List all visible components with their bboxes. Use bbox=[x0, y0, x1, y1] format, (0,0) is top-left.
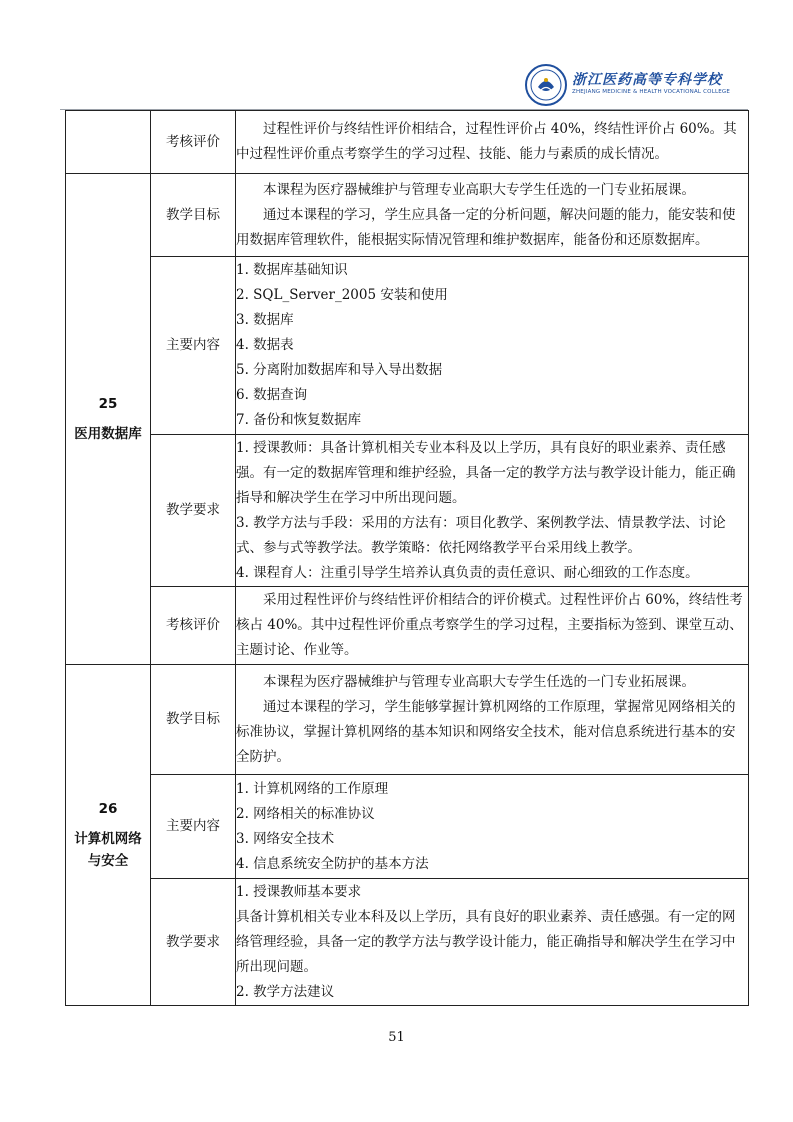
requirements-label: 教学要求 bbox=[151, 435, 236, 587]
objectives-content bbox=[236, 665, 749, 775]
content-item: 5. 分离附加数据库和导入导出数据 bbox=[236, 362, 443, 378]
requirements-label: 教学要求 bbox=[151, 879, 236, 1006]
content-list bbox=[236, 775, 749, 879]
content-label: 主要内容 bbox=[151, 775, 236, 879]
content-item: 7. 备份和恢复数据库 bbox=[236, 412, 362, 428]
table-row bbox=[66, 775, 749, 879]
content-label: 主要内容 bbox=[151, 257, 236, 435]
college-name: 浙江医药高等专科学校 bbox=[572, 72, 722, 88]
table-row bbox=[66, 111, 749, 174]
objectives-p2: 通过本课程的学习，学生应具备一定的分析问题，解决问题的能力，能安装和使用数据库管理软件，能根据实际情况管理和维护数据库，能备份和还原数据库。 bbox=[236, 206, 736, 248]
assessment-text: 过程性评价与终结性评价相结合，过程性评价占 40%，终结性评价占 60%。其中过程性评价重点考察学生的学习过程、技能、能力与素质的成长情况。 bbox=[236, 121, 737, 162]
content-item: 4. 数据表 bbox=[236, 337, 294, 353]
requirements-p1: 1. 授课教师：具备计算机相关专业本科及以上学历，具有良好的职业素养、责任感强。有一定的数据库管理和维护经验，具备一定的教学方法与教学设计能力，能正确指导和解决学生在学习中所出现问题。 bbox=[236, 439, 736, 506]
content-item: 6. 数据查询 bbox=[236, 387, 308, 403]
college-english-name: ZHEJIANG MEDICINE & HEALTH VOCATIONAL COLLEGE bbox=[572, 89, 731, 95]
objectives-p2: 通过本课程的学习，学生能够掌握计算机网络的工作原理，掌握常见网络相关的标准协议，掌握计算机网络的基本知识和网络安全技术，能对信息系统进行基本的安全防护。 bbox=[236, 698, 736, 765]
course-name-line1: 计算机网络 bbox=[74, 831, 142, 847]
content-item: 3. 网络安全技术 bbox=[236, 830, 335, 847]
objectives-content bbox=[236, 174, 749, 257]
page-number: 51 bbox=[388, 1030, 405, 1045]
table-row bbox=[66, 174, 749, 257]
objectives-p1: 本课程为医疗器械维护与管理专业高职大专学生任选的一门专业拓展课。 bbox=[263, 673, 695, 690]
college-logo bbox=[524, 63, 754, 107]
objectives-p1: 本课程为医疗器械维护与管理专业高职大专学生任选的一门专业拓展课。 bbox=[263, 181, 695, 198]
objectives-label: 教学目标 bbox=[151, 174, 236, 257]
requirements-p3: 4. 课程育人：注重引导学生培养认真负责的责任意识、耐心细致的工作态度。 bbox=[236, 564, 699, 581]
course-number: 26 bbox=[98, 801, 118, 817]
table-row bbox=[66, 435, 749, 587]
objectives-label: 教学目标 bbox=[151, 665, 236, 775]
assessment-label: 考核评价 bbox=[151, 587, 236, 665]
content-item: 3. 数据库 bbox=[236, 312, 294, 328]
requirements-content bbox=[236, 435, 749, 587]
assessment-content bbox=[236, 111, 749, 174]
content-item: 4. 信息系统安全防护的基本方法 bbox=[236, 855, 429, 872]
content-item: 2. SQL_Server_2005 安装和使用 bbox=[236, 287, 448, 303]
table-row bbox=[66, 665, 749, 775]
content-list bbox=[236, 257, 749, 435]
table-row bbox=[66, 879, 749, 1006]
requirements-p3: 2. 教学方法建议 bbox=[236, 983, 335, 1000]
requirements-p2: 具备计算机相关专业本科及以上学历，具有良好的职业素养、责任感强。有一定的网络管理经验，具备一定的教学方法与教学设计能力，能正确指导和解决学生在学习中所出现问题。 bbox=[236, 908, 736, 975]
requirements-content bbox=[236, 879, 749, 1006]
course-name: 医用数据库 bbox=[74, 426, 142, 442]
assessment-label: 考核评价 bbox=[151, 111, 236, 174]
course-number: 25 bbox=[98, 396, 118, 412]
content-item: 1. 计算机网络的工作原理 bbox=[236, 780, 389, 797]
assessment-text: 采用过程性评价与终结性评价相结合的评价模式。过程性评价占 60%，终结性考核占 40%。其中过程性评价重点考察学生的学习过程，主要指标为签到、课堂互动、主题讨论、作业等。 bbox=[236, 592, 743, 658]
table-row bbox=[66, 587, 749, 665]
table-row bbox=[66, 257, 749, 435]
course-26-cell bbox=[66, 665, 151, 1006]
course-table bbox=[65, 110, 749, 1006]
course-25-cell bbox=[66, 174, 151, 665]
course-name-line2: 与安全 bbox=[87, 853, 129, 869]
course-number-cell bbox=[66, 111, 151, 174]
assessment-content bbox=[236, 587, 749, 665]
college-seal-icon bbox=[524, 63, 568, 107]
requirements-p2: 3. 教学方法与手段：采用的方法有：项目化教学、案例教学法、情景教学法、讨论式、参与式等教学法。教学策略：依托网络教学平台采用线上教学。 bbox=[236, 514, 726, 556]
course-name bbox=[66, 828, 150, 872]
content-item: 1. 数据库基础知识 bbox=[236, 262, 348, 278]
content-item: 2. 网络相关的标准协议 bbox=[236, 805, 375, 822]
requirements-p1: 1. 授课教师基本要求 bbox=[236, 883, 362, 900]
